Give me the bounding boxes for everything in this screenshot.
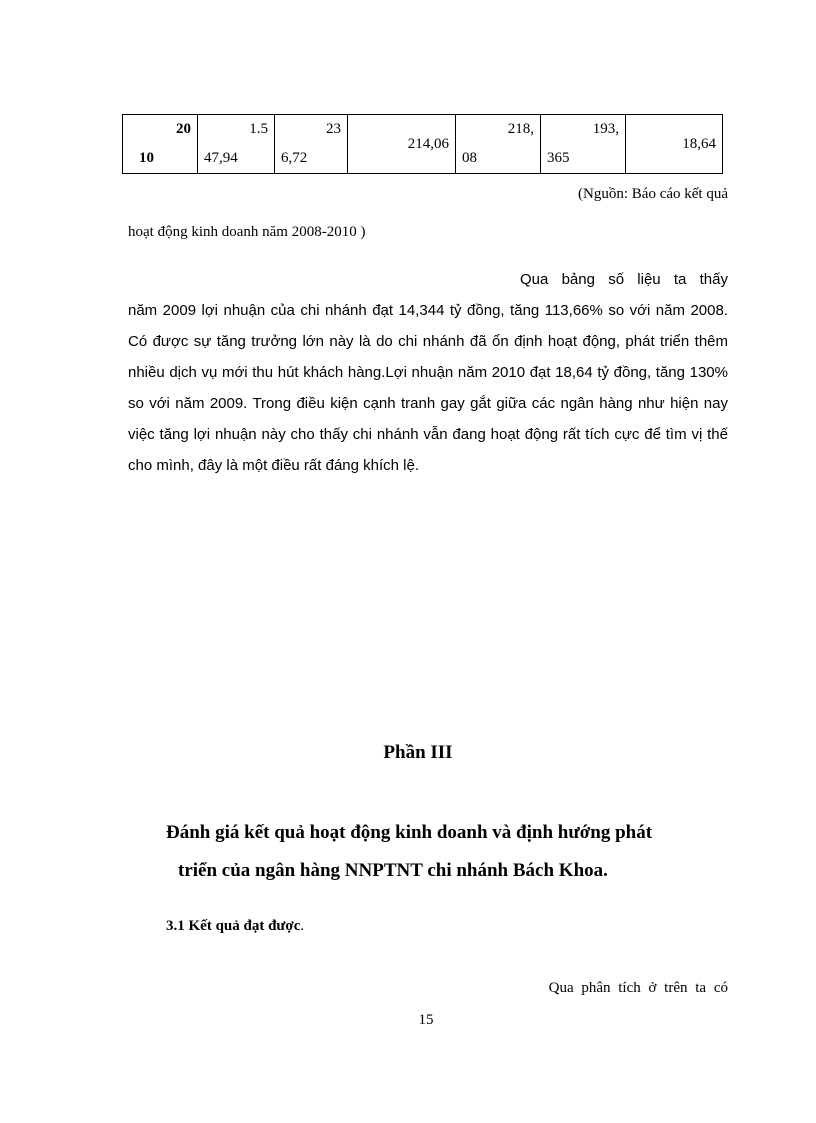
- table-cell: 193, 365: [541, 115, 626, 174]
- table-row: [123, 115, 723, 174]
- table-source-note: (Nguồn: Báo cáo kết quả hoạt động kinh doanh năm 2008-2010 ): [128, 186, 728, 240]
- closing-line: Qua phân tích ở trên ta có: [548, 980, 728, 996]
- table-cell: 18,64: [626, 115, 723, 174]
- section-heading: Đánh giá kết quả hoạt động kinh doanh và định hướng phát triển của ngân hàng NNPTNT chi nhánh Bách Khoa.: [166, 822, 653, 881]
- table-cell: 23 6,72: [275, 115, 348, 174]
- year-cell: 20 10: [123, 115, 198, 174]
- table-cell: 214,06: [348, 115, 456, 174]
- data-table: [122, 114, 723, 174]
- part-title: Phần III: [383, 742, 453, 763]
- table-cell: 218, 08: [456, 115, 541, 174]
- analysis-paragraph: Qua bảng số liệu ta thấy năm 2009 lợi nhuận của chi nhánh đạt 14,344 tỷ đồng, tăng 113,66% so với năm 2008. Có được sự tăng trưởng lớn này là do chi nhánh đã ổn định hoạt động, phát triển thêm nhiều dịch vụ mới thu hút khách hàng.Lợi nhuận năm 2010 đạt 18,64 tỷ đồng, tăng 130% so với năm 2009. Trong điều kiện cạnh tranh gay gắt giữa các ngân hàng như hiện nay việc tăng lợi nhuận này cho thấy chi nhánh vẫn đang hoạt động rất tích cực để tìm vị thế cho mình, đây là một điều rất đáng khích lệ.: [128, 271, 728, 474]
- subsection-heading: 3.1 Kết quả đạt được.: [166, 918, 305, 934]
- page-number: 15: [418, 1012, 434, 1028]
- table-cell: 1.5 47,94: [198, 115, 275, 174]
